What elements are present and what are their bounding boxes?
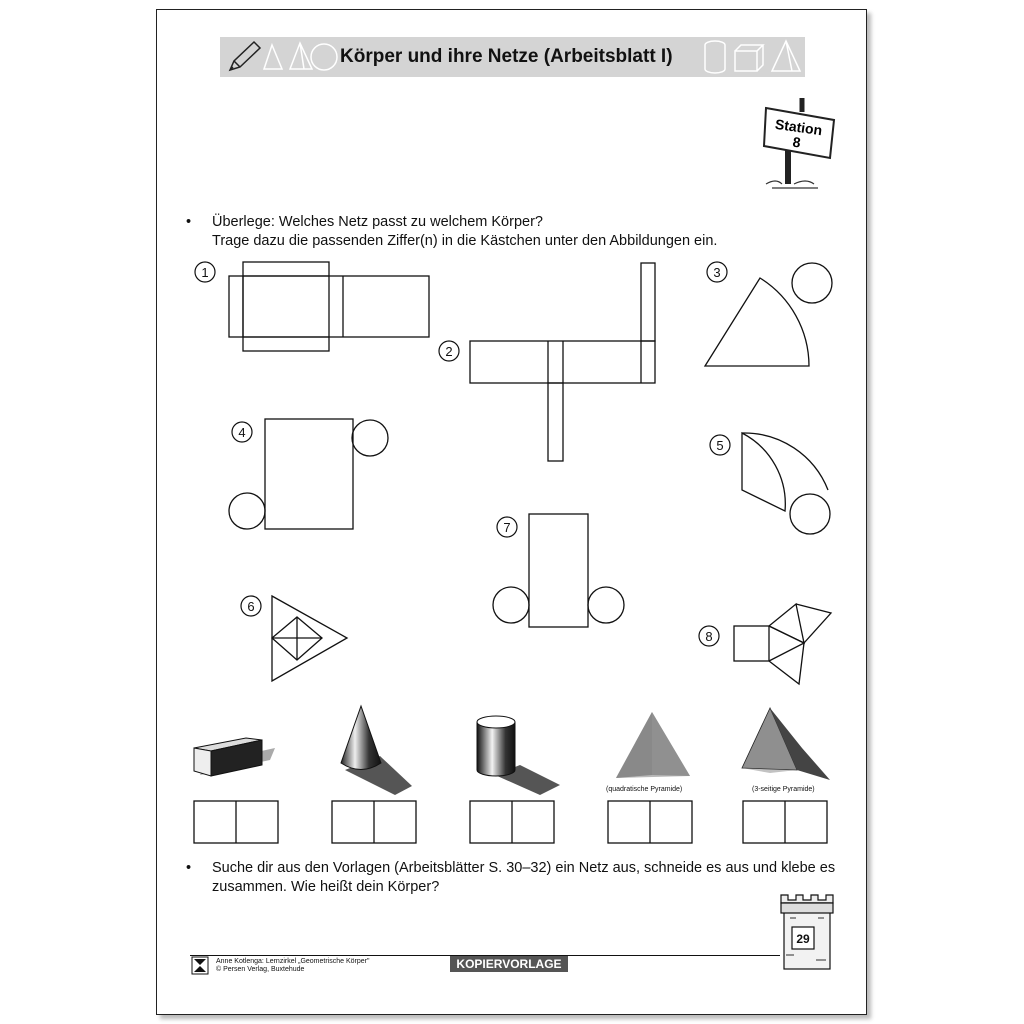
net-3-number: 3 [713, 265, 721, 280]
footer-credit-line-1: Anne Kotlenga: Lernzirkel „Geometrische Körper" [216, 958, 370, 965]
caption-square-pyramid: (quadratische Pyramide) [606, 786, 683, 793]
answer-box-cylinder [470, 801, 554, 843]
page-number: 29 [796, 932, 810, 946]
caption-triangular-pyramid: (3-seitige Pyramide) [752, 786, 815, 793]
net-5 [742, 433, 830, 534]
net-1 [229, 262, 429, 351]
triangular-pyramid-solid [742, 708, 830, 780]
answer-box-triangular-pyramid [743, 801, 827, 843]
net-2-number: 2 [445, 344, 453, 359]
cuboid-solid [194, 738, 275, 776]
task-1-line-1: Überlege: Welches Netz passt zu welchem Körper? [212, 214, 543, 230]
station-number: 8 [791, 133, 802, 151]
footer-credit-line-2: © Persen Verlag, Buxtehude [216, 966, 305, 973]
net-4 [229, 419, 388, 529]
net-8-number: 8 [705, 629, 713, 644]
net-5-number: 5 [716, 438, 724, 453]
task-1-bullet: • [186, 214, 192, 230]
net-6-number: 6 [247, 599, 255, 614]
task-1-line-2: Trage dazu die passenden Ziffer(n) in die Kästchen unter den Abbildungen ein. [212, 233, 718, 249]
cylinder-solid [477, 716, 560, 795]
station-word: Station [774, 115, 824, 139]
net-4-number: 4 [238, 425, 246, 440]
square-pyramid-solid [616, 712, 690, 778]
task-2 [186, 859, 835, 897]
net-1-number: 1 [201, 265, 209, 280]
task-2-line-2: zusammen. Wie heißt dein Körper? [212, 879, 440, 895]
net-2 [470, 263, 655, 461]
net-7-number: 7 [503, 520, 511, 535]
answer-box-square-pyramid [608, 801, 692, 843]
page-title: Körper und ihre Netze (Arbeitsblatt I) [340, 46, 673, 67]
publisher-logo-icon [192, 957, 208, 974]
net-6 [272, 596, 347, 681]
task-2-line-1: Suche dir aus den Vorlagen (Arbeitsblätter S. 30–32) ein Netz aus, schneide es aus und klebe es [212, 860, 836, 876]
net-8 [734, 604, 831, 684]
task-2-bullet: • [186, 860, 192, 876]
answer-box-cuboid [194, 801, 278, 843]
cone-solid [341, 706, 412, 795]
answer-box-cone [332, 801, 416, 843]
kopiervorlage-badge: KOPIERVORLAGE [450, 956, 568, 972]
